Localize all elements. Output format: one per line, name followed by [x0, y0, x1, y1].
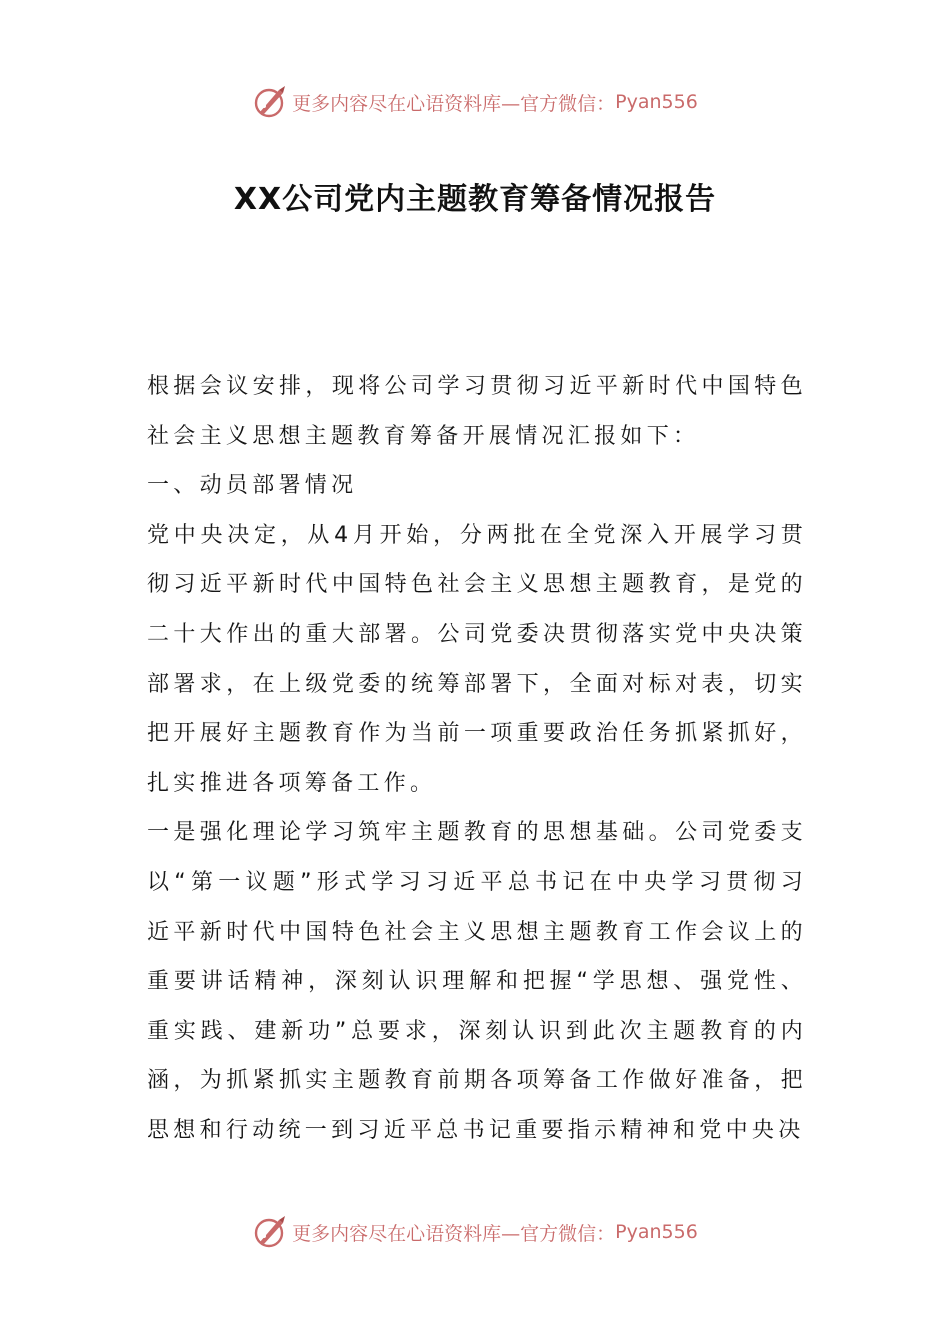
header-watermark-banner	[0, 82, 950, 122]
wechat-handle: Pyan556	[615, 91, 698, 113]
quill-pen-logo-icon	[252, 1214, 288, 1250]
document-body	[147, 362, 807, 1156]
watermark-text: 更多内容尽在心语资料库—官方微信：	[292, 1222, 616, 1245]
intro-paragraph: 根据会议安排，现将公司学习贯彻习近平新时代中国特色社会主义思想主题教育筹备开展情况汇报如下：	[147, 374, 807, 449]
body-paragraph: 党中央决定，从4月开始，分两批在全党深入开展学习贯彻习近平新时代中国特色社会主义思想主题教育，是党的二十大作出的重大部署。公司党委决贯彻落实党中央决策部署求，在上级党委的统筹部署下，全面对标对表，切实把开展好主题教育作为当前一项重要政治任务抓紧抓好，扎实推进各项筹备工作。	[147, 522, 807, 796]
section-heading: 一、动员部署情况	[147, 473, 358, 499]
footer-watermark-banner	[0, 1212, 950, 1252]
body-paragraph: 一是强化理论学习筑牢主题教育的思想基础。公司党委支以“第一议题”形式学习习近平总书记在中央学习贯彻习近平新时代中国特色社会主义思想主题教育工作会议上的重要讲话精神，深刻认识理解和把握“学思想、强党性、重实践、建新功”总要求，深刻认识到此次主题教育的内涵，为抓紧抓实主题教育前期各项筹备工作做好准备，把思想和行动统一到习近平总书记重要指示精神和党中央决	[147, 820, 807, 1143]
watermark-text: 更多内容尽在心语资料库—官方微信：	[292, 92, 616, 115]
wechat-handle: Pyan556	[615, 1221, 698, 1243]
quill-pen-logo-icon	[252, 84, 288, 120]
document-title: XX公司党内主题教育筹备情况报告	[233, 182, 717, 217]
